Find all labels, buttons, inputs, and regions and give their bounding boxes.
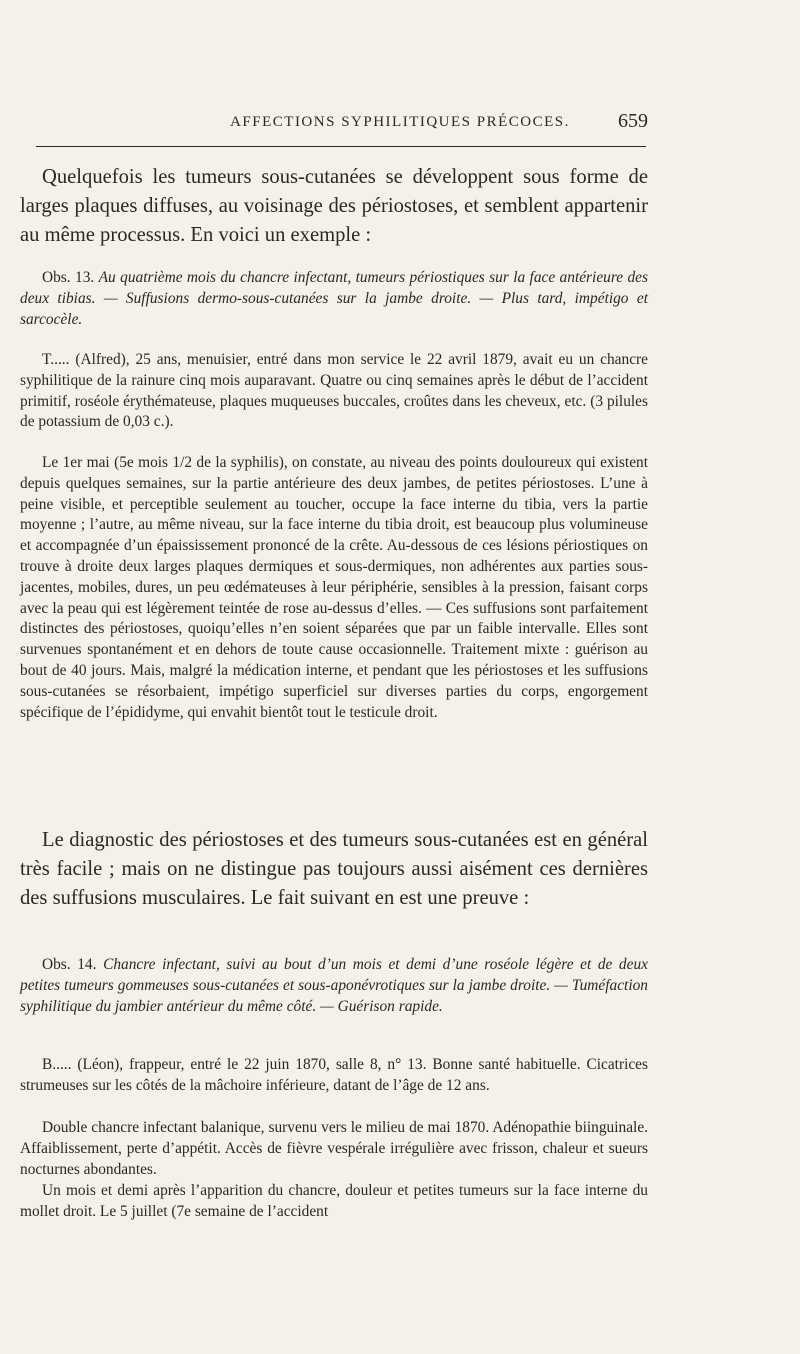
observation-13-paragraph-2: Le 1er mai (5e mois 1/2 de la syphilis), on constate, au niveau des points douloureux qui existent depuis quelques semaines, sur la partie antérieure des deux jambes, de petites périostoses. L’une à peine visible, et perceptible seulement au toucher, occupe la face interne du tibia, vers la partie moyenne ; l’autre, au même niveau, sur la face interne du tibia droit, est beaucoup plus volumineuse et accompagnée d’un épaississement prononcé de la crête. Au-dessous de ces lésions périostiques on trouve à droite deux larges plaques dermiques et sous-dermiques, non adhérentes aux parties sous-jacentes, mobiles, dures, un peu œdémateuses à leur périphérie, sensibles à la pression, faisant corps avec la peau qui est légèrement teintée de rose au-dessus d’elles. — Ces suffusions sont parfaitement distinctes des périostoses, quoiqu’elles n’en soient séparées que par un faible intervalle. Elles sont survenues spontanément et en dehors de toute cause occasionnelle. Traitement mixte : guérison au bout de 40 jours. Mais, malgré la médication interne, et pendant que les périostoses et les suffusions sous-cutanées se résorbaient, impétigo superficiel sur diverses parties du corps, engorgement spécifique de l’épididyme, qui envahit bientôt tout le testicule droit.: [20, 454, 648, 721]
header-rule: [36, 146, 646, 147]
intro-paragraph: Quelquefois les tumeurs sous-cutanées se développent sous forme de larges plaques diffuses, au voisinage des périostoses, et semblent appartenir au même processus. En voici un exemple :: [20, 166, 648, 246]
observation-13-title: Au quatrième mois du chancre infectant, tumeurs périostiques sur la face antérieure des deux tibias. — Suffusions dermo-sous-cutanées sur la jambe droite. — Plus tard, impétigo et sarcocèle.: [20, 269, 648, 328]
page-number: 659: [618, 110, 648, 132]
diagnostic-paragraph: Le diagnostic des périostoses et des tumeurs sous-cutanées est en général très facile ; mais on ne distingue pas toujours aussi aisément ces dernières des suffusions musculaires. Le fait suivant en est une preuve :: [20, 829, 648, 909]
page-header: [0, 110, 800, 140]
observation-14-heading: [20, 955, 648, 1017]
observation-13-label: Obs. 13.: [42, 269, 95, 286]
observation-13-heading: [20, 268, 648, 330]
observation-13-paragraph-1: T..... (Alfred), 25 ans, menuisier, entré dans mon service le 22 avril 1879, avait eu un chancre syphilitique de la rainure cinq mois auparavant. Quatre ou cinq semaines après le début de l’accident primitif, roséole érythémateuse, plaques muqueuses buccales, croûtes dans les cheveux, etc. (3 pilules de potassium de 0,03 c.).: [20, 351, 648, 431]
observation-14-paragraph-1: B..... (Léon), frappeur, entré le 22 juin 1870, salle 8, n° 13. Bonne santé habituelle. Cicatrices strumeuses sur les côtés de la mâchoire inférieure, datant de l’âge de 12 ans.: [20, 1056, 648, 1094]
observation-14-title: Chancre infectant, suivi au bout d’un mois et demi d’une roséole légère et de deux petites tumeurs gommeuses sous-cutanées et sous-aponévrotiques sur la jambe droite. — Tuméfaction syphilitique du jambier antérieur du même côté. — Guérison rapide.: [20, 956, 648, 1015]
observation-14-paragraph-3: Un mois et demi après l’apparition du chancre, douleur et petites tumeurs sur la face interne du mollet droit. Le 5 juillet (7e semaine de l’accident: [20, 1182, 648, 1220]
observation-14-paragraph-2: Double chancre infectant balanique, survenu vers le milieu de mai 1870. Adénopathie biinguinale. Affaiblissement, perte d’appétit. Accès de fièvre vespérale irrégulière avec frisson, chaleur et sueurs nocturnes abondantes.: [20, 1119, 648, 1178]
observation-14-label: Obs. 14.: [42, 956, 97, 973]
running-head: AFFECTIONS SYPHILITIQUES PRÉCOCES.: [230, 114, 570, 130]
